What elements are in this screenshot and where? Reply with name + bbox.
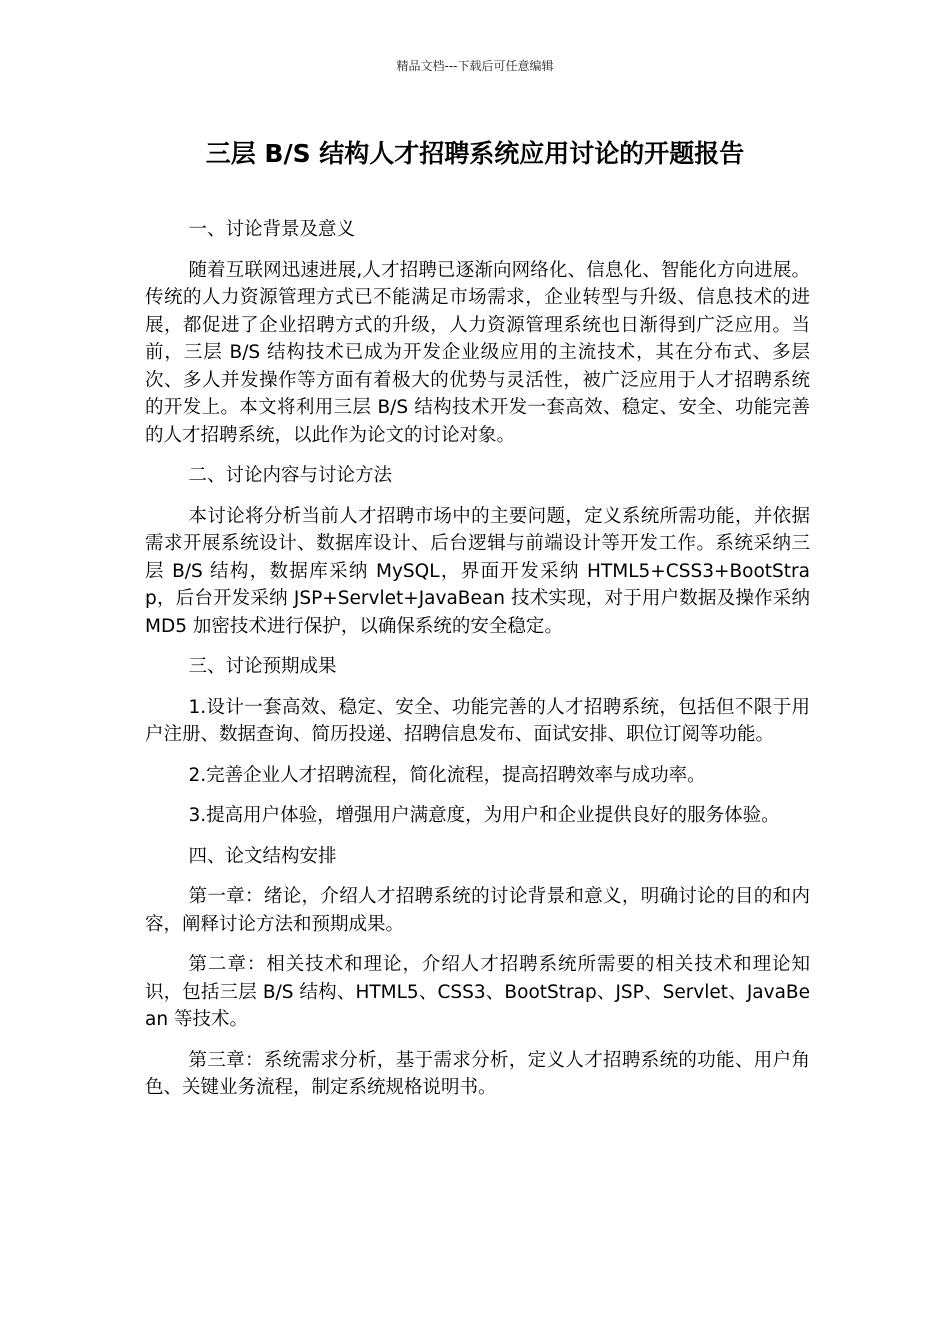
paragraph-background: 随着互联网迅速进展,人才招聘已逐渐向网络化、信息化、智能化方向进展。传统的人力资源管理方式已不能满足市场需求，企业转型与升级、信息技术的进展，都促进了企业招聘方式的升级，人力资源管理系统也日渐得到广泛应用。当前，三层 B/S 结构技术已成为开发企业级应用的主流技术，其在分布式、多层次、多人并发操作等方面有着极大的优势与灵活性，被广泛应用于人才招聘系统的开发上。本文将利用三层 B/S 结构技术开发一套高效、稳定、安全、功能完善的人才招聘系统，以此作为论文的讨论对象。 — [145, 259, 810, 446]
paragraph-result-3: 3.提高用户体验，增强用户满意度，为用户和企业提供良好的服务体验。 — [188, 805, 780, 826]
section-heading-structure: 四、论文结构安排 — [188, 845, 337, 867]
paragraph-chapter-1: 第一章：绪论，介绍人才招聘系统的讨论背景和意义，明确讨论的目的和内容，阐释讨论方法和预期成果。 — [145, 886, 810, 935]
header-note: 精品文档---下载后可任意编辑 — [396, 59, 554, 73]
paragraph-content-methods: 本讨论将分析当前人才招聘市场中的主要问题，定义系统所需功能，并依据需求开展系统设计、数据库设计、后台逻辑与前端设计等开发工作。系统采纳三层 B/S 结构，数据库采纳 MySQL，界面开发采纳 HTML5+CSS3+BootStrap，后台开发采纳 JSP+Servlet+JavaBean 技术实现，对于用户数据及操作采纳 MD5 加密技术进行保护，以确保系统的安全稳定。 — [145, 505, 810, 637]
document-title: 三层 B/S 结构人才招聘系统应用讨论的开题报告 — [205, 139, 745, 168]
paragraph-result-1: 1.设计一套高效、稳定、安全、功能完善的人才招聘系统，包括但不限于用户注册、数据查询、简历投递、招聘信息发布、面试安排、职位订阅等功能。 — [145, 696, 810, 745]
paragraph-chapter-3: 第三章：系统需求分析，基于需求分析，定义人才招聘系统的功能、用户角色、关键业务流程，制定系统规格说明书。 — [145, 1049, 810, 1098]
section-heading-background: 一、讨论背景及意义 — [188, 219, 355, 240]
paragraph-result-2: 2.完善企业人才招聘流程，简化流程，提高招聘效率与成功率。 — [188, 764, 706, 786]
document-body — [145, 216, 810, 1115]
section-heading-content-methods: 二、讨论内容与讨论方法 — [188, 465, 392, 486]
paragraph-chapter-2: 第二章：相关技术和理论，介绍人才招聘系统所需要的相关技术和理论知识，包括三层 B/S 结构、HTML5、CSS3、BootStrap、JSP、Servlet、JavaBean 等技术。 — [145, 954, 810, 1030]
section-heading-expected-results: 三、讨论预期成果 — [188, 656, 337, 677]
